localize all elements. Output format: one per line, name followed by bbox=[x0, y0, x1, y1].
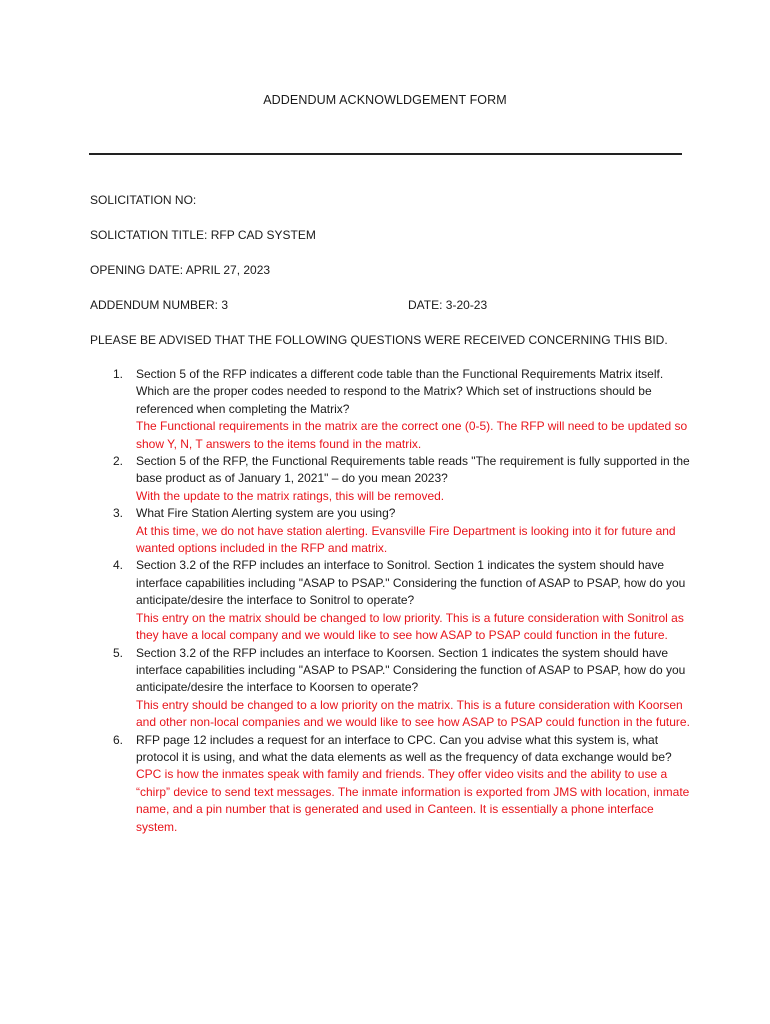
addendum-number-label: ADDENDUM NUMBER: bbox=[90, 298, 219, 312]
solicitation-title-label: SOLICTATION TITLE: bbox=[90, 228, 208, 242]
advisory-notice: PLEASE BE ADVISED THAT THE FOLLOWING QUESTIONS WERE RECEIVED CONCERNING THIS BID. bbox=[90, 333, 668, 347]
question-list bbox=[90, 366, 690, 836]
question-number: 5. bbox=[113, 645, 124, 660]
list-item bbox=[90, 453, 690, 505]
date-row bbox=[408, 298, 487, 312]
date-label: DATE: bbox=[408, 298, 443, 312]
question-text: Section 5 of the RFP indicates a different code table than the Functional Requirements Matrix itself. Which are the proper codes needed to respond to the Matrix? Which set of instructions should be referenced when completing the Matrix? bbox=[136, 367, 664, 416]
opening-date-label: OPENING DATE: bbox=[90, 263, 184, 277]
answer-text: This entry on the matrix should be changed to low priority. This is a future consideration with Sonitrol as they have a local company and we would like to see how ASAP to PSAP could function in the future. bbox=[136, 610, 684, 643]
solicitation-title-row bbox=[90, 228, 316, 242]
question-text: RFP page 12 includes a request for an interface to CPC. Can you advise what this system is, what protocol it is using, and what the data elements as well as the frequency of data exchange would be? bbox=[136, 732, 672, 764]
form-title: ADDENDUM ACKNOWLDGEMENT FORM bbox=[263, 93, 507, 107]
addendum-number-row bbox=[90, 298, 228, 312]
solicitation-title-value: RFP CAD SYSTEM bbox=[210, 228, 316, 242]
question-number: 6. bbox=[113, 732, 124, 747]
question-number: 3. bbox=[113, 506, 124, 521]
answer-text: This entry should be changed to a low priority on the matrix. This is a future consideration with Koorsen and other non-local companies and we would like to see how ASAP to PSAP could function in the future. bbox=[136, 697, 690, 730]
list-item bbox=[90, 645, 690, 732]
question-number: 4. bbox=[113, 558, 124, 573]
question-number: 2. bbox=[113, 454, 124, 469]
opening-date-row bbox=[90, 263, 270, 277]
question-number: 1. bbox=[113, 367, 124, 381]
list-item bbox=[90, 366, 690, 453]
question-text: What Fire Station Alerting system are you using? bbox=[136, 506, 396, 521]
list-item bbox=[90, 505, 690, 557]
answer-text: With the update to the matrix ratings, this will be removed. bbox=[136, 488, 445, 503]
list-item bbox=[90, 732, 690, 836]
question-text: Section 5 of the RFP, the Functional Requirements table reads "The requirement is fully supported in the base product as of January 1, 2021" – do you mean 2023? bbox=[136, 454, 690, 486]
question-text: Section 3.2 of the RFP includes an interface to Sonitrol. Section 1 indicates the system should have interface capabilities including "ASAP to PSAP." Considering the function of ASAP to PSAP, how do you anticipate/desire the interface to Sonitrol to operate? bbox=[136, 558, 686, 608]
question-text: Section 3.2 of the RFP includes an interface to Koorsen. Section 1 indicates the system should have interface capabilities including "ASAP to PSAP." Considering the function of ASAP to PSAP, how do you anticipate/desire the interface to Koorsen to operate? bbox=[136, 645, 686, 695]
answer-text: At this time, we do not have station alerting. Evansville Fire Department is looking into it for future and wanted options included in the RFP and matrix. bbox=[136, 523, 676, 556]
answer-text: The Functional requirements in the matrix are the correct one (0-5). The RFP will need to be updated so show Y, N, T answers to the items found in the matrix. bbox=[136, 419, 688, 451]
solicitation-no-label: SOLICITATION NO: bbox=[90, 193, 197, 207]
addendum-number-value: 3 bbox=[221, 298, 229, 312]
title-divider bbox=[89, 153, 682, 155]
answer-text: CPC is how the inmates speak with family and friends. They offer video visits and the ability to use a “chirp” device to send text messages. The inmate information is exported from JMS with location, inmate name, and a pin number that is generated and used in Canteen. It is essentially a phone interface system. bbox=[136, 767, 690, 834]
list-item bbox=[90, 557, 690, 644]
opening-date-value: APRIL 27, 2023 bbox=[185, 263, 271, 277]
date-value: 3-20-23 bbox=[445, 298, 488, 312]
